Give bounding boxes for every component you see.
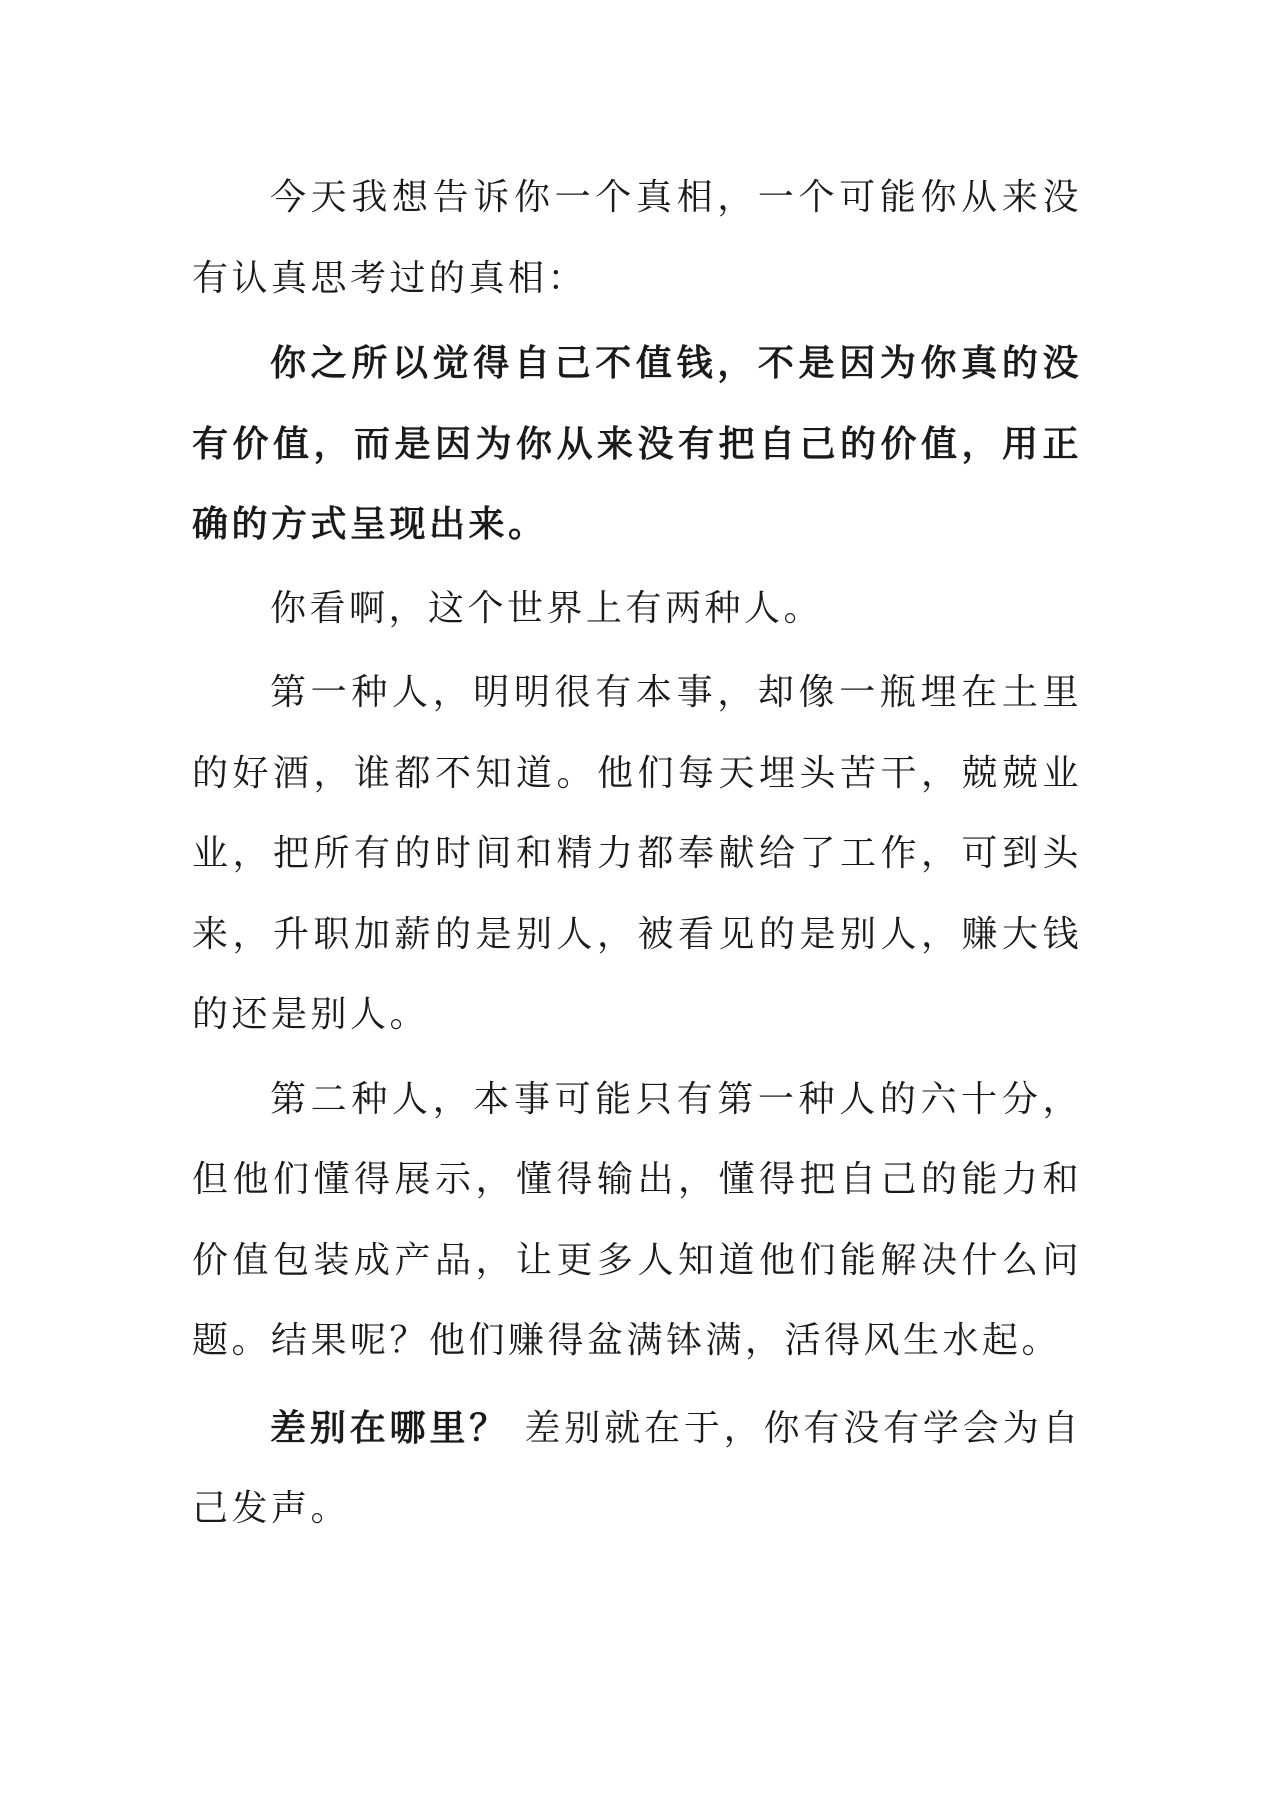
paragraph-key-statement: 你之所以觉得自己不值钱，不是因为你真的没有价值，而是因为你从来没有把自己的价值，用正确的方式呈现出来。 bbox=[192, 342, 1082, 545]
paragraph-two-kinds: 你看啊，这个世界上有两种人。 bbox=[270, 587, 824, 629]
paragraph-difference bbox=[192, 1388, 1082, 1550]
difference-question: 差别在哪里？ bbox=[270, 1406, 510, 1449]
document-page bbox=[192, 158, 1082, 1554]
paragraph-second-kind: 第二种人，本事可能只有第一种人的六十分，但他们懂得展示，懂得输出，懂得把自己的能力和价值包装成产品，让更多人知道他们能解决什么问题。结果呢？他们赚得盆满钵满，活得风生水起。 bbox=[192, 1078, 1082, 1361]
difference-answer: 差别就在于，你有没有学会为自己发声。 bbox=[192, 1407, 1082, 1529]
paragraph-intro: 今天我想告诉你一个真相，一个可能你从来没有认真思考过的真相： bbox=[192, 177, 1082, 299]
paragraph-first-kind: 第一种人，明明很有本事，却像一瓶埋在土里的好酒，谁都不知道。他们每天埋头苦干，兢兢业业，把所有的时间和精力都奉献给了工作，可到头来，升职加薪的是别人，被看见的是别人，赚大钱的还是别人。 bbox=[192, 672, 1082, 1035]
